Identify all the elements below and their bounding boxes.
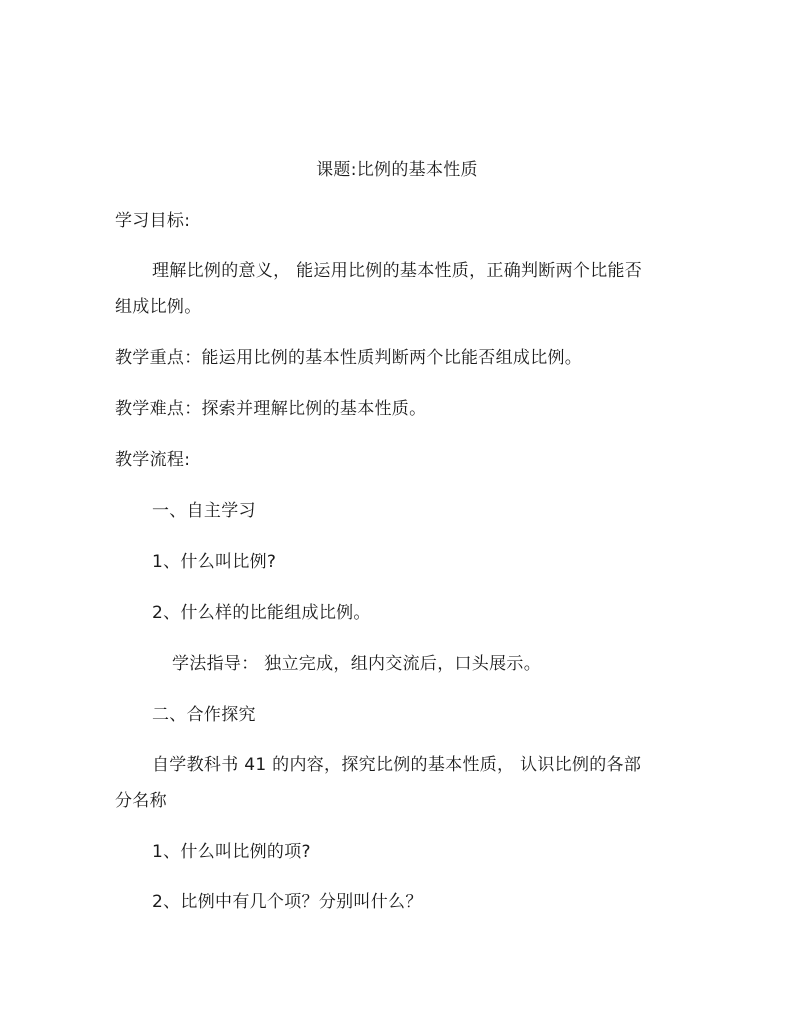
objectives-text-line2: 组成比例。 [115,297,202,317]
method-guide-text: 学法指导： 独立完成，组内交流后，口头展示。 [172,654,542,674]
objectives-text-line1: 理解比例的意义， 能运用比例的基本性质，正确判断两个比能否 [152,261,643,281]
section2-heading: 二、合作探究 [152,705,256,725]
section2-text-line1: 自学教科书 41 的内容，探究比例的基本性质， 认识比例的各部 [152,755,642,775]
section1-question-2: 2、什么样的比能组成比例。 [152,603,371,623]
section1-question-1: 1、什么叫比例? [152,552,277,572]
objectives-heading: 学习目标: [115,211,191,231]
section2-question-1: 1、什么叫比例的项? [152,842,311,862]
section2-question-2: 2、比例中有几个项？分别叫什么？ [152,892,423,912]
difficulty-text: 教学难点：探索并理解比例的基本性质。 [115,399,427,419]
key-point-text: 教学重点：能运用比例的基本性质判断两个比能否组成比例。 [115,348,583,368]
process-heading: 教学流程: [115,450,191,470]
page-title: 课题:比例的基本性质 [316,160,478,180]
section2-text-line2: 分名称 [115,791,167,811]
section1-heading: 一、自主学习 [152,501,256,521]
